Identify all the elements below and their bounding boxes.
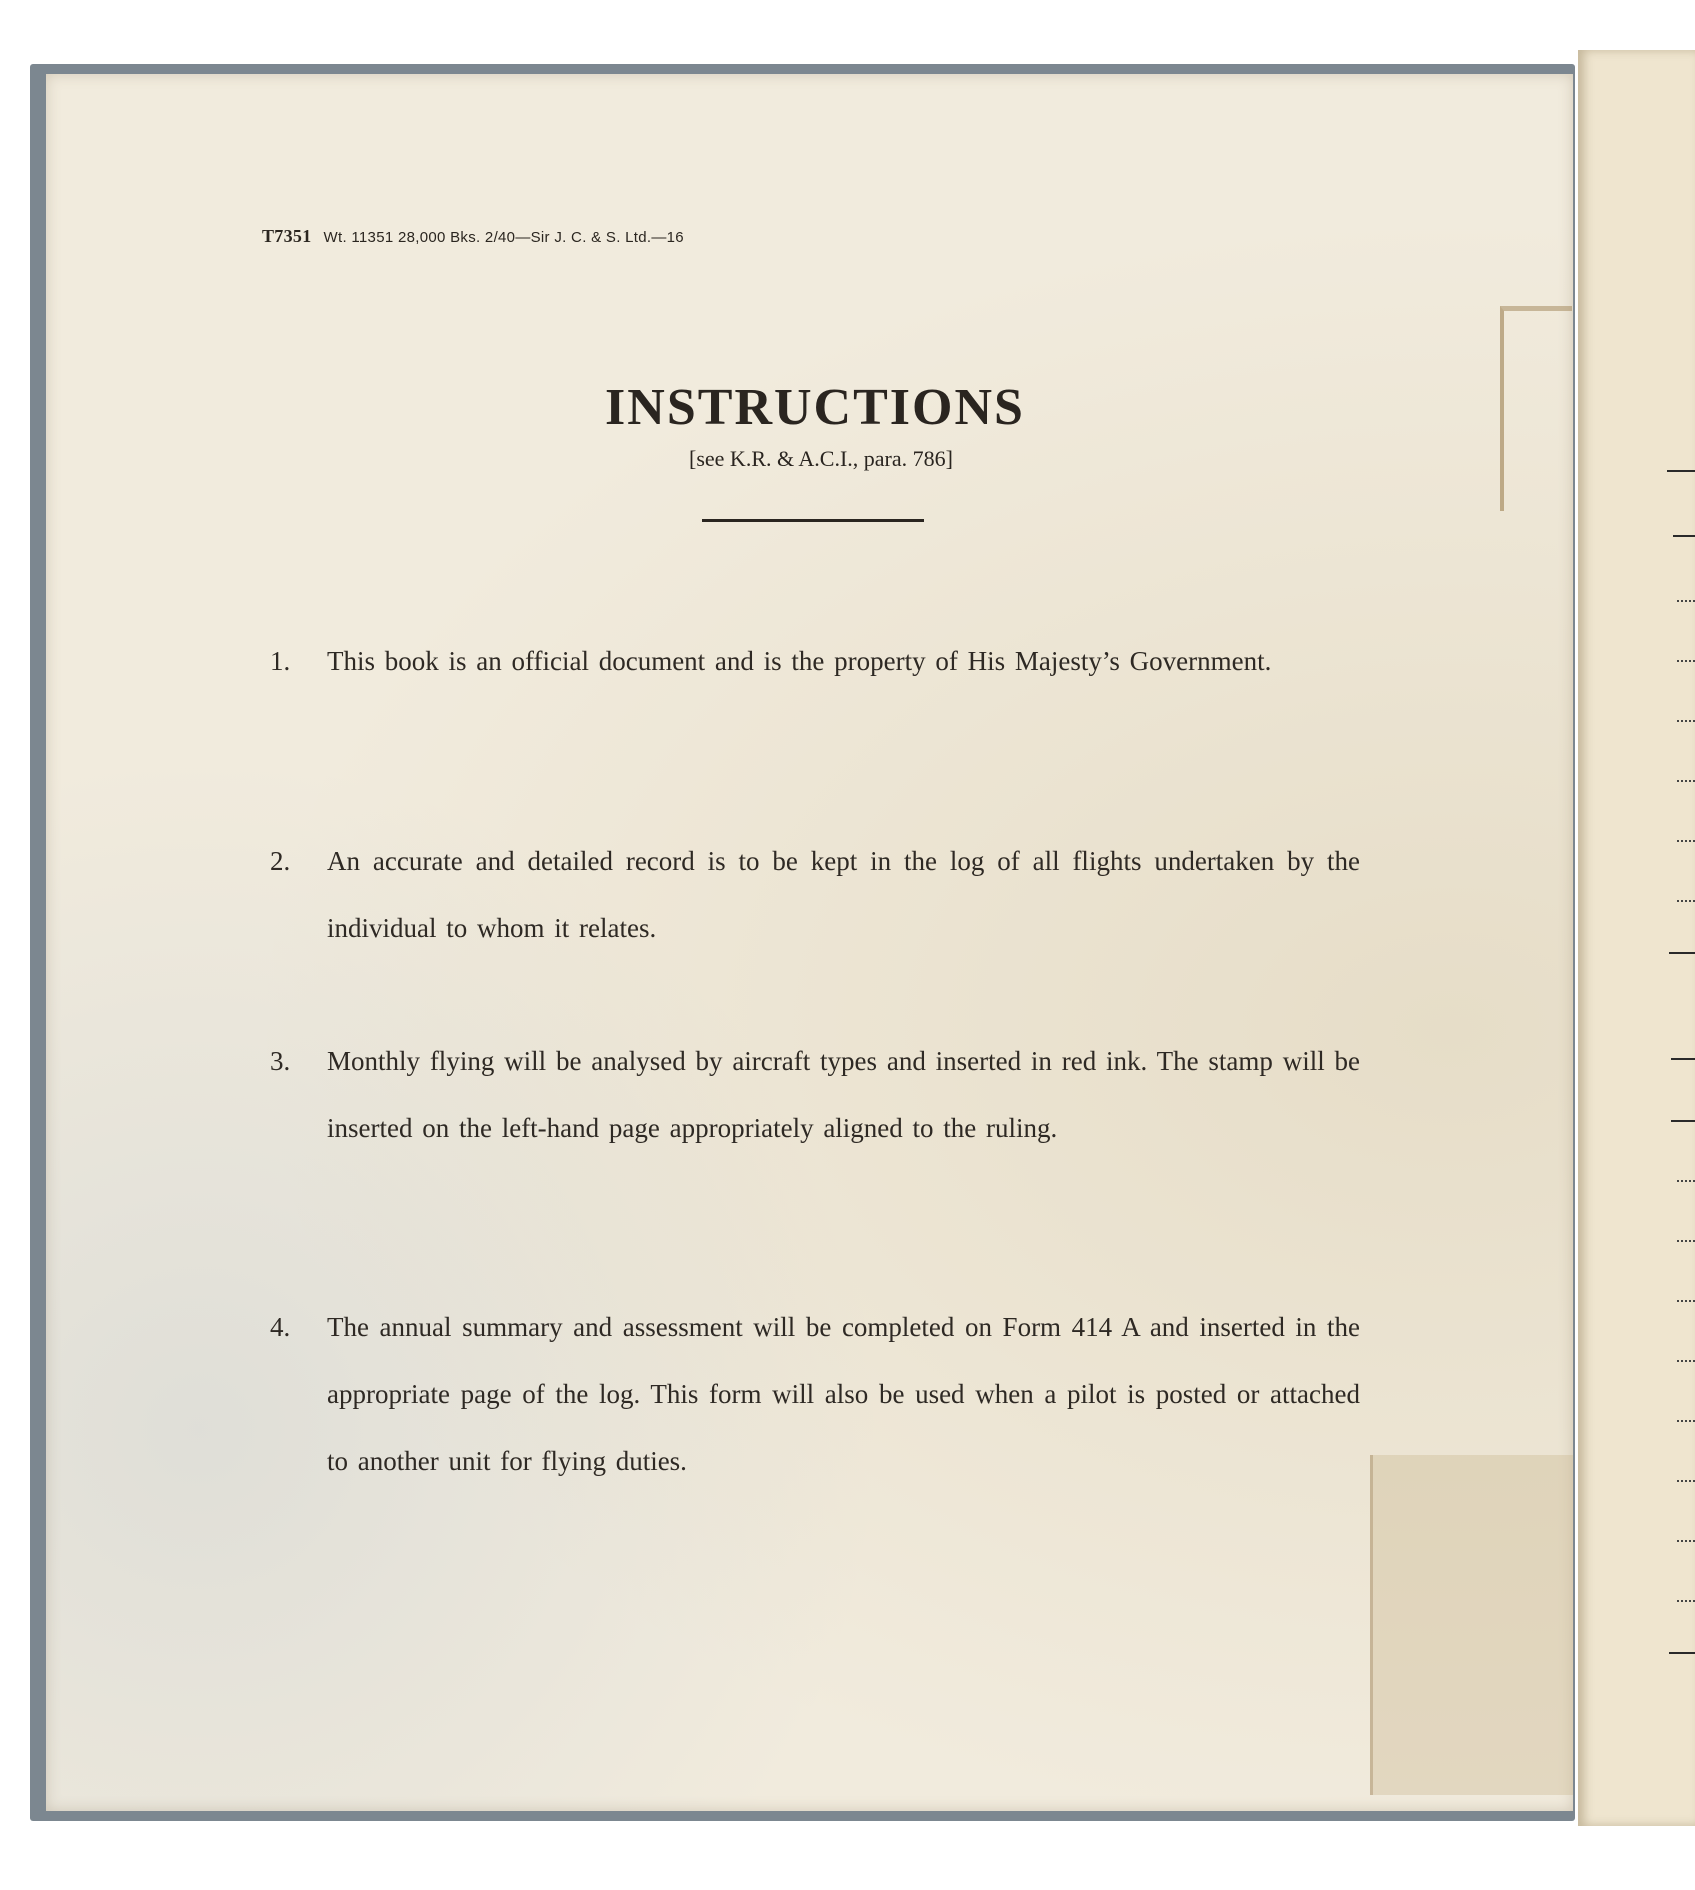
- instruction-item: [270, 1294, 1360, 1495]
- instruction-text: An accurate and detailed record is to be kept in the log of all flights undertaken by the individual to whom it relates.: [327, 846, 1360, 943]
- ruling-dots: [1677, 1480, 1695, 1482]
- ruling-dots: [1677, 840, 1695, 842]
- ruling-dots: [1677, 1420, 1695, 1422]
- ruling-dots: [1677, 600, 1695, 602]
- ruling-mark: [1671, 1120, 1695, 1122]
- instruction-item: [270, 828, 1360, 962]
- instruction-number: 3.: [270, 1046, 291, 1076]
- ruling-dots: [1677, 900, 1695, 902]
- ruling-dots: [1677, 780, 1695, 782]
- ruling-mark: [1671, 1058, 1695, 1060]
- ruling-dots: [1677, 720, 1695, 722]
- print-run-details: Wt. 11351 28,000 Bks. 2/40—Sir J. C. & S. Ltd.—16: [323, 229, 684, 246]
- instruction-item: [270, 628, 1360, 695]
- form-number: T7351: [262, 226, 312, 246]
- printer-imprint: [262, 226, 684, 247]
- next-page-edge: [1578, 50, 1695, 1826]
- ruling-mark: [1673, 535, 1695, 537]
- instruction-item: [270, 1028, 1360, 1162]
- instruction-number: 1.: [270, 646, 291, 676]
- ruling-mark: [1667, 470, 1695, 472]
- title-rule: [702, 519, 924, 522]
- instruction-number: 2.: [270, 846, 291, 876]
- instruction-text: Monthly flying will be analysed by aircraft types and inserted in red ink. The stamp will be inserted on the left-hand page appropriately aligned to the ruling.: [327, 1046, 1360, 1143]
- ruling-dots: [1677, 1360, 1695, 1362]
- page-subtitle: [see K.R. & A.C.I., para. 786]: [689, 446, 953, 471]
- instruction-number: 4.: [270, 1312, 291, 1342]
- ruling-dots: [1677, 660, 1695, 662]
- ruling-dots: [1677, 1240, 1695, 1242]
- paper-damage: [1370, 1455, 1573, 1795]
- ruling-mark: [1669, 1652, 1695, 1654]
- ruling-dots: [1677, 1600, 1695, 1602]
- instruction-text: The annual summary and assessment will be completed on Form 414 A and inserted in the appropriate page of the log. This form will also be used when a pilot is posted or attached to another unit for flying duties.: [327, 1312, 1360, 1476]
- instruction-text: This book is an official document and is the property of His Majesty’s Government.: [327, 646, 1272, 676]
- page-title: INSTRUCTIONS: [605, 379, 1025, 436]
- ruling-mark: [1669, 952, 1695, 954]
- ruling-dots: [1677, 1540, 1695, 1542]
- ruling-dots: [1677, 1180, 1695, 1182]
- ruling-dots: [1677, 1300, 1695, 1302]
